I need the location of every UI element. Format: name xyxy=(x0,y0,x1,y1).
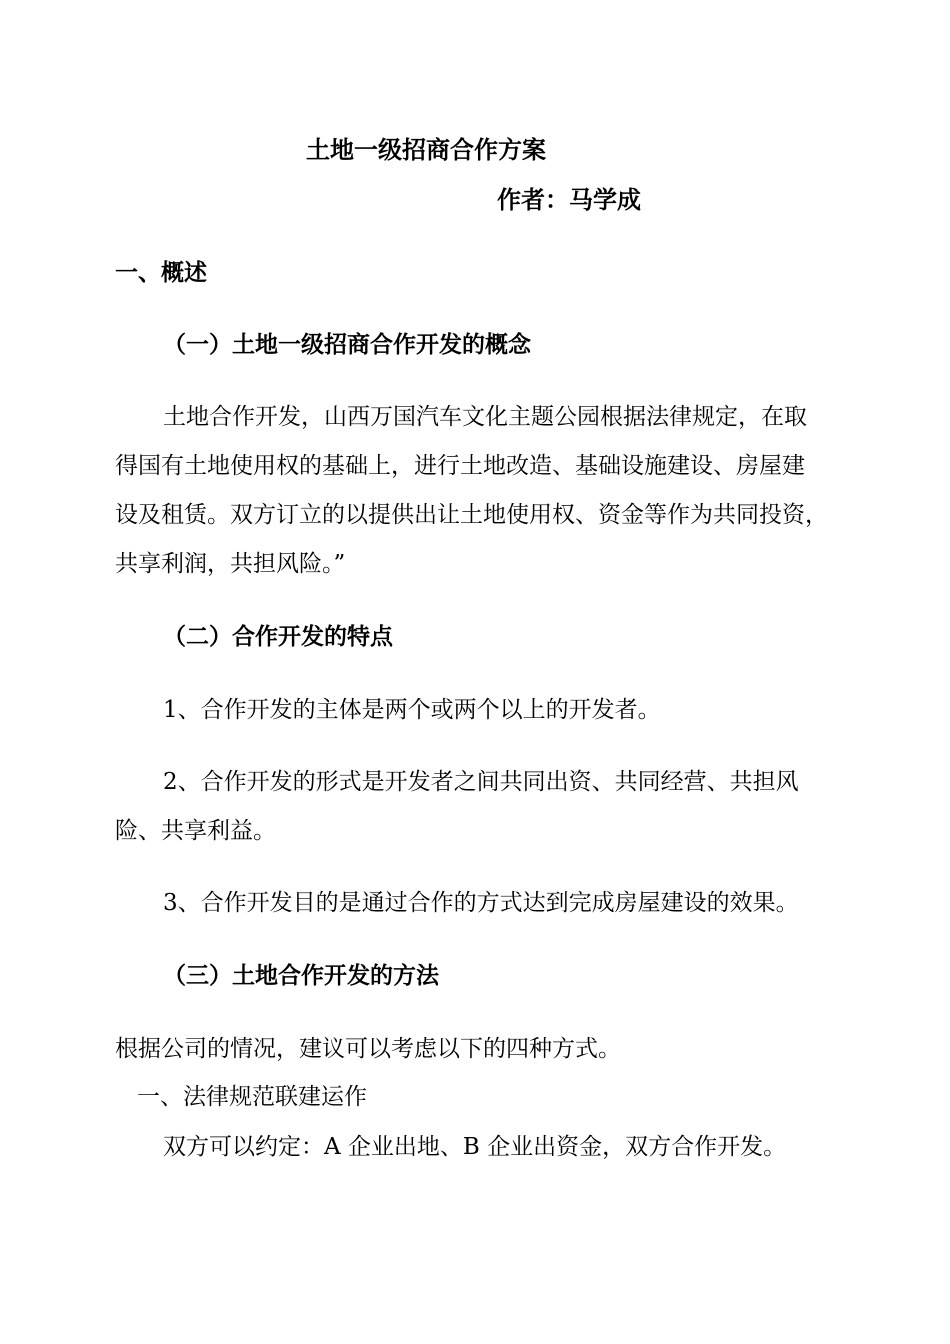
document-title: 土地一级招商合作方案 xyxy=(306,135,546,164)
feature-item-2: 2、合作开发的形式是开发者之间共同出资、共同经营、共担风 xyxy=(163,769,799,795)
feature-item-2-continued: 险、共享利益。 xyxy=(115,818,276,844)
feature-item-1: 1、合作开发的主体是两个或两个以上的开发者。 xyxy=(163,697,661,723)
subsection-heading-concept: （一）土地一级招商合作开发的概念 xyxy=(163,331,531,358)
paragraph-method-1: 双方可以约定：A 企业出地、B 企业出资金，双方合作开发。 xyxy=(163,1134,787,1160)
author-line: 作者：马学成 xyxy=(497,185,641,214)
paragraph-line: 设及租赁。双方订立的以提供出让土地使用权、资金等作为共同投资， xyxy=(115,502,828,528)
subsection-heading-methods: （三）土地合作开发的方法 xyxy=(163,962,439,989)
section-heading-overview: 一、概述 xyxy=(115,259,207,286)
paragraph-line: 共享利润，共担风险。” xyxy=(115,551,346,577)
paragraph-methods-intro: 根据公司的情况，建议可以考虑以下的四种方式。 xyxy=(115,1036,621,1062)
paragraph-line: 土地合作开发，山西万国汽车文化主题公园根据法律规定，在取 xyxy=(163,404,807,430)
feature-item-3: 3、合作开发目的是通过合作的方式达到完成房屋建设的效果。 xyxy=(163,890,799,916)
method-heading-1: 一、法律规范联建运作 xyxy=(137,1084,367,1110)
paragraph-line: 得国有土地使用权的基础上，进行土地改造、基础设施建设、房屋建 xyxy=(115,453,805,479)
subsection-heading-features: （二）合作开发的特点 xyxy=(163,623,393,650)
